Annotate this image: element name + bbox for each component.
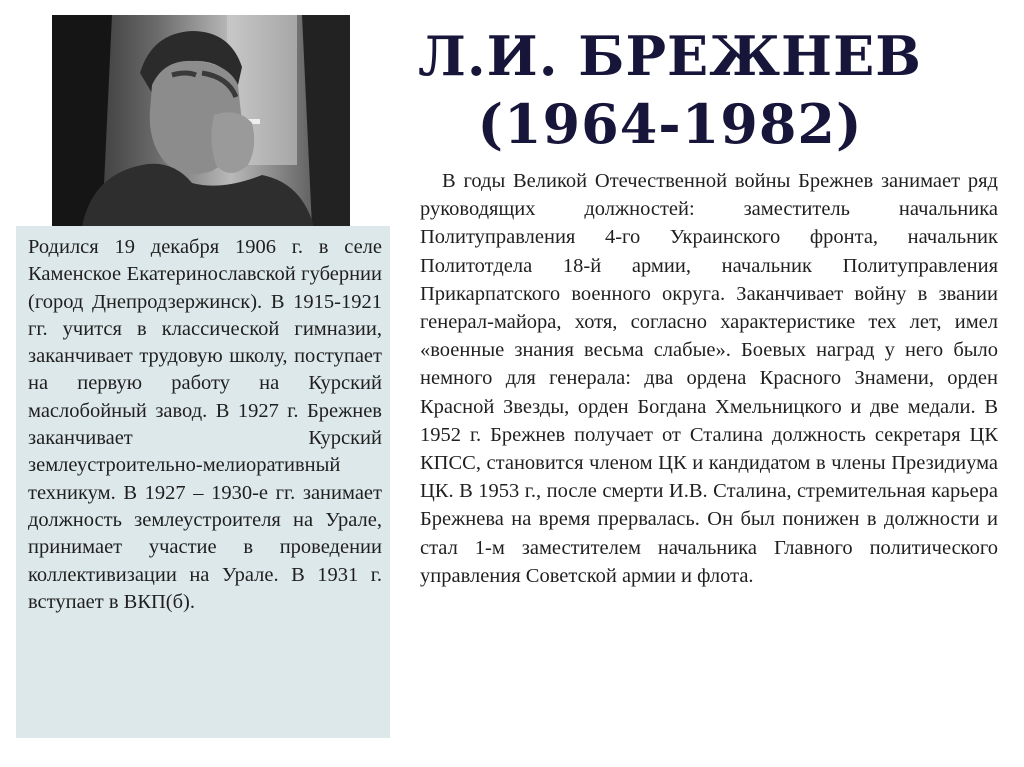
war-career-text: В годы Великой Отечественной войны Брежнев занимает ряд руководящих должностей: заместитель начальника Политуправления 4-го Украинского фронта, начальник Политотдела 18-й армии, начальник Политуправления Прикарпатского военного округа. Заканчивает войну в звании генерал-майора, хотя, согласно характеристике тех лет, имел «военные знания весьма слабые». Боевых наград у него было немного для генерала: два ордена Красного Знамени, орден Красной Звезды, орден Богдана Хмельницкого и две медали. В 1952 г. Брежнев получает от Сталина должность секретаря ЦК КПСС, становится членом ЦК и кандидатом в члены Президиума ЦК. В 1953 г., после смерти И.В. Сталина, стремительная карьера Брежнева на время прервалась. Он был понижен в должности и стал 1-м заместителем начальника Главного политического управления Советской армии и флота. — [420, 170, 998, 587]
portrait-photo-icon — [52, 15, 350, 227]
portrait-photo — [52, 15, 350, 227]
title-years: (1964-1982) — [477, 92, 863, 156]
page-title — [390, 22, 950, 158]
title-name: Л.И. БРЕЖНЕВ — [418, 24, 922, 88]
biography-box — [16, 226, 390, 738]
biography-text: Родился 19 декабря 1906 г. в селе Каменское Екатеринославской губернии (город Днепродзержинск). В 1915-1921 гг. учится в классической гимназии, заканчивает трудовую школу, поступает на первую работу на Курский маслобойный завод. В 1927 г. Брежнев заканчивает Курский землеустроительно-мелиоративный техникум. В 1927 – 1930-е гг. занимает должность землеустроителя на Урале, принимает участие в проведении коллективизации на Урале. В 1931 г. вступает в ВКП(б). — [28, 236, 382, 613]
